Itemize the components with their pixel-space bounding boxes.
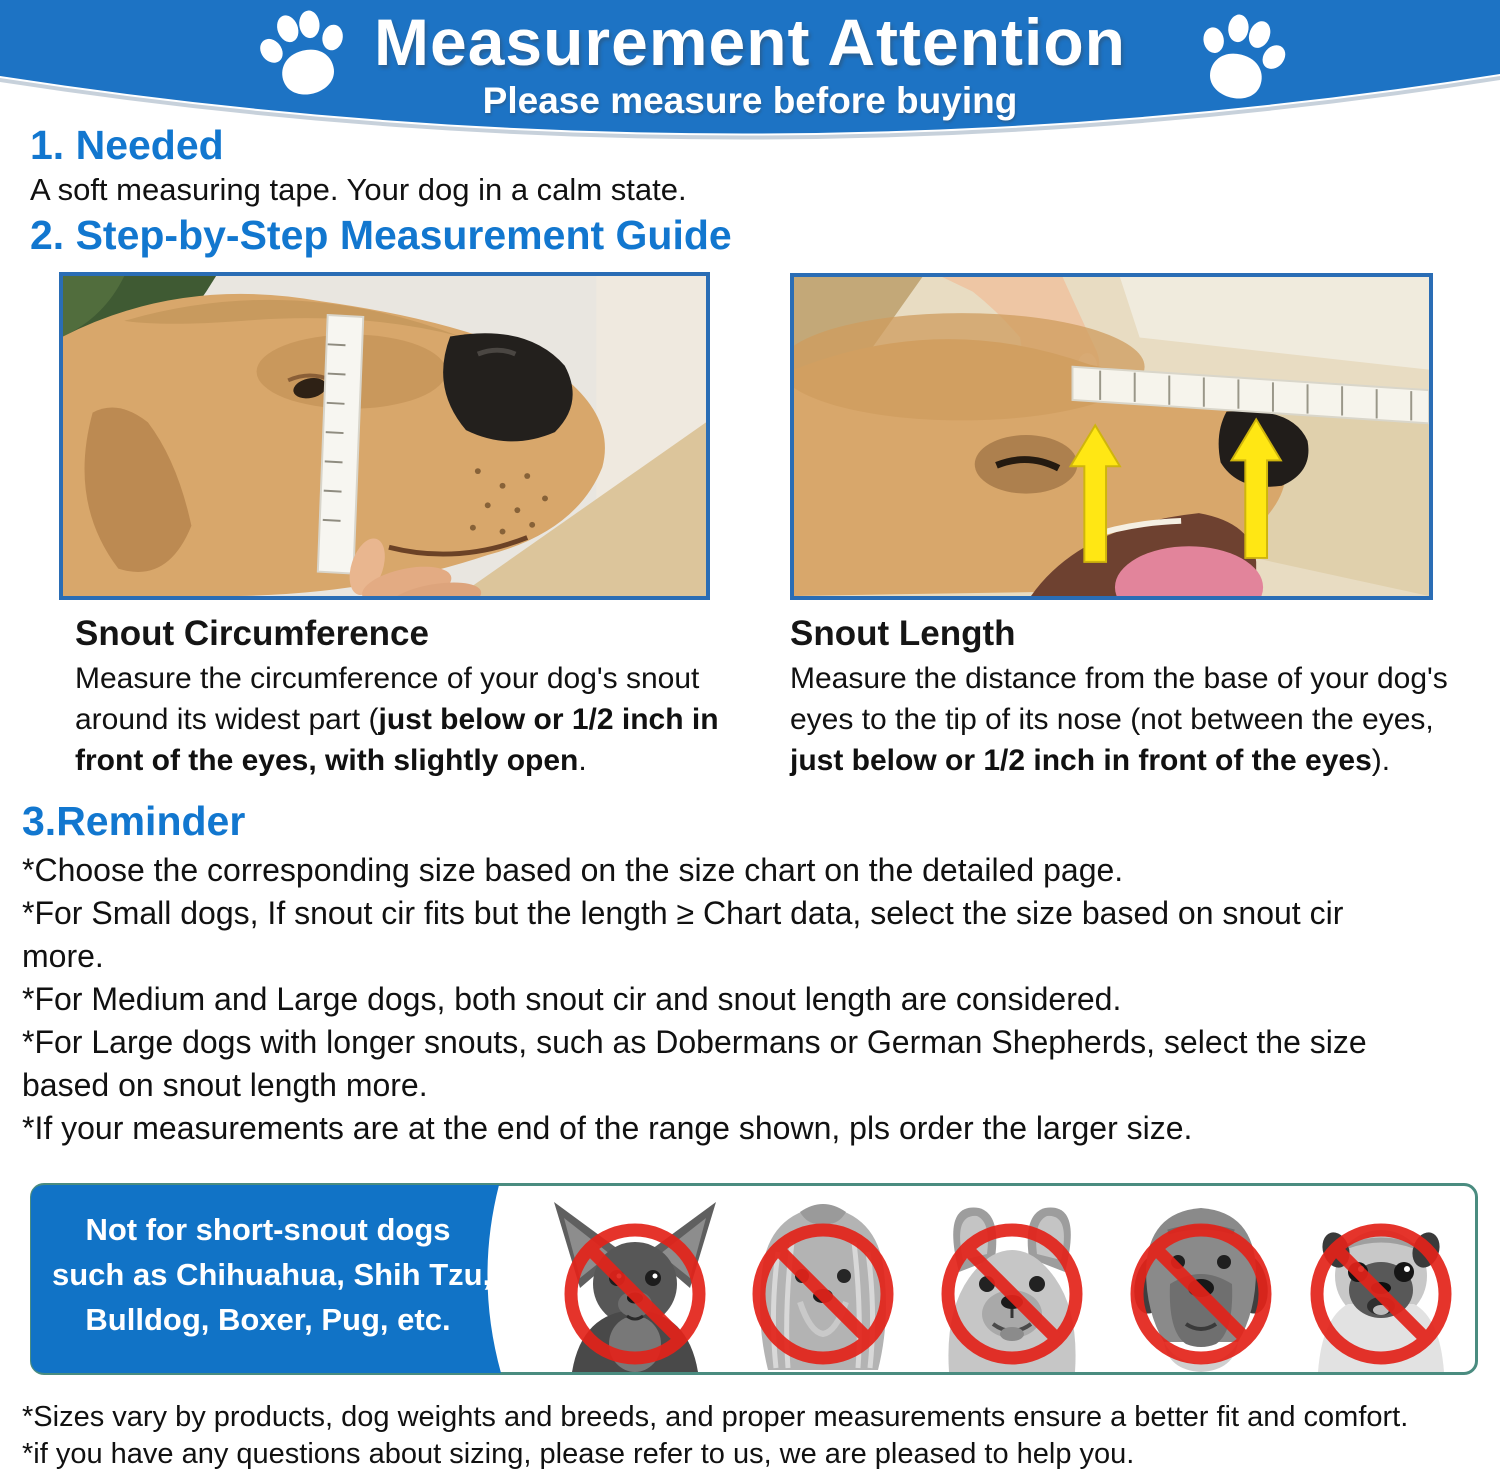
reminder-line: *Choose the corresponding size based on the size chart on the detailed page. (22, 852, 1124, 888)
french-bulldog-photo (919, 1192, 1105, 1372)
dog-snout-length-illustration (794, 277, 1429, 596)
notice-text: Not for short-snout dogs such as Chihuahua, Shih Tzu, Bulldog, Boxer, Pug, etc. (52, 1212, 492, 1337)
reminder-list (22, 849, 1367, 1150)
snout-length-photo (790, 273, 1433, 600)
reminder-line: based on snout length more. (22, 1067, 428, 1103)
footer-note: *if you have any questions about sizing, please refer to us, we are pleased to help you. (22, 1438, 1135, 1470)
caption-title-snout-circumference: Snout Circumference (75, 614, 429, 653)
caption-desc-snout-length: Measure the distance from the base of your dog's eyes to the tip of its nose (not between the eyes, just below or 1/2 inch in front of the eyes). (790, 662, 1448, 777)
footer-note: *Sizes vary by products, dog weights and breeds, and proper measurements ensure a better fit and comfort. (22, 1401, 1409, 1433)
section-heading-reminder: 3.Reminder (22, 798, 246, 844)
footer-notes (22, 1399, 1408, 1473)
section-heading-needed: 1. Needed (30, 122, 224, 168)
caption-desc-snout-circumference: Measure the circumference of your dog's snout around its widest part (just below or 1/2 inch in front of the eyes, with slightly open. (75, 662, 719, 777)
needed-body-text: A soft measuring tape. Your dog in a calm state. (30, 172, 687, 207)
mastiff-photo (1108, 1192, 1294, 1372)
page-title: Measurement Attention (374, 5, 1126, 79)
caption-title-snout-length: Snout Length (790, 614, 1016, 653)
section-heading-guide: 2. Step-by-Step Measurement Guide (30, 212, 732, 258)
chihuahua-photo (542, 1192, 728, 1372)
dog-snout-circumference-illustration (63, 276, 706, 596)
shih-tzu-photo (730, 1192, 916, 1372)
pug-photo (1288, 1192, 1474, 1372)
reminder-line: *For Small dogs, If snout cir fits but the length ≥ Chart data, select the size based on snout cir (22, 895, 1344, 931)
reminder-line: *For Large dogs with longer snouts, such as Dobermans or German Shepherds, select the size (22, 1024, 1367, 1060)
reminder-line: more. (22, 938, 104, 974)
reminder-line: *For Medium and Large dogs, both snout cir and snout length are considered. (22, 981, 1122, 1017)
page-subtitle: Please measure before buying (482, 80, 1018, 121)
snout-circumference-photo (59, 272, 710, 600)
reminder-line: *If your measurements are at the end of the range shown, pls order the larger size. (22, 1110, 1193, 1146)
